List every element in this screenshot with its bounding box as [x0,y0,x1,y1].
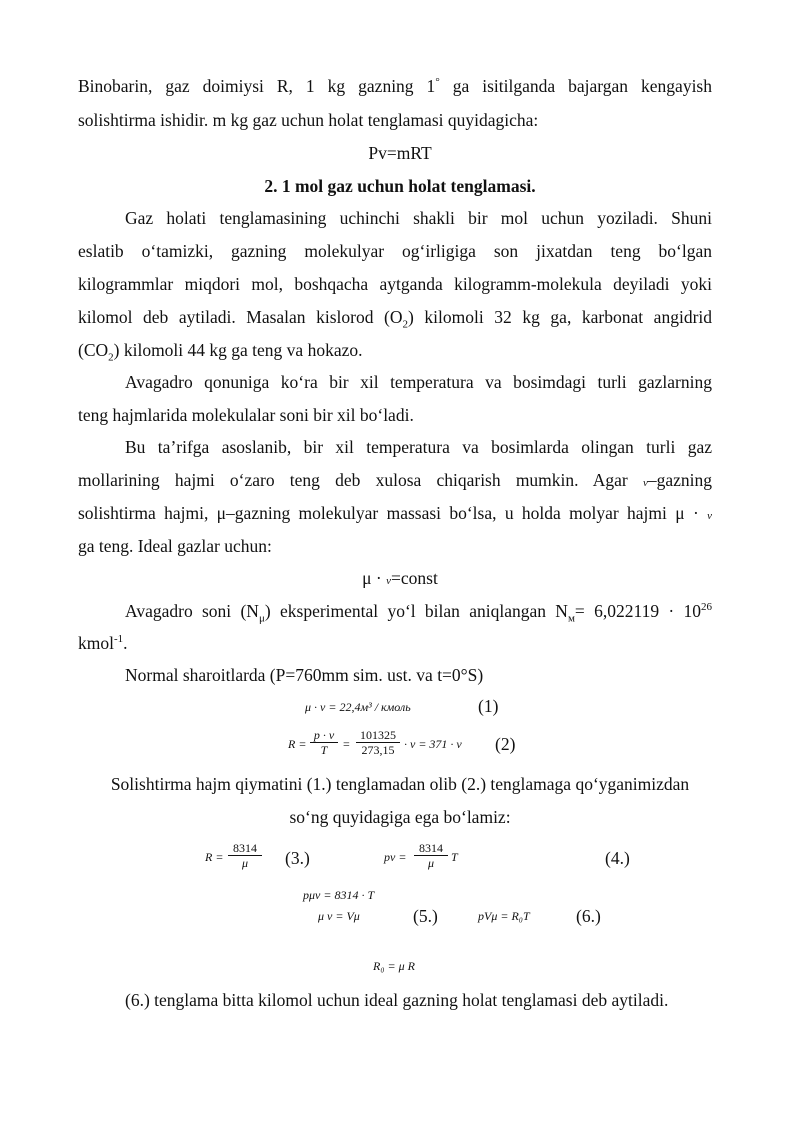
equation-3-frac: $\frac{8314}{\mu}$ [228,841,262,870]
paragraph-line: Normal sharoitlarda (P=760mm sim. ust. va t=0°S) [125,665,484,685]
paragraph-line: Binobarin, gaz doimiysi R, 1 kg gazning 1° ga isitilganda bajargan kengayish [78,76,712,96]
equation-pv-mrt: Pv=mRT [368,143,432,163]
paragraph-line: solishtirma ishidir. m kg gaz uchun holat tenglamasi quyidagicha: [78,110,539,130]
equation-2-rhs: · v = 371 · v [404,737,462,751]
equation-5-top: pμv = 8314 · T [303,888,375,902]
equation-1: μ · v = 22,4м³ / кмоль [305,700,411,714]
paragraph-line: $(CO_2)$ kilomoli 44 kg ga teng va hokazo. [78,340,363,364]
equation-3-label: (3.) [285,848,310,868]
paragraph-line: (6.) tenglama bitta kilomol uchun ideal gazning holat tenglamasi deb aytiladi. [125,990,669,1010]
equation-5-bottom: μ v = Vμ [318,909,360,923]
paragraph-line: Gaz holati tenglamasining uchinchi shakli bir mol uchun yoziladi. Shuni [125,208,712,228]
paragraph-line: eslatib o‘tamizki, gazning molekulyar og‘irligiga son jixatdan teng bo‘lgan [78,241,712,261]
paragraph-line: kilomol deb aytiladi. Masalan kislorod $(O_2)$ kilomoli 32 kg ga, karbonat angidrid [78,307,713,331]
equation-6-label: (6.) [576,906,601,926]
equation-4-label: (4.) [605,848,630,868]
equation-4-lhs: pv = [384,850,407,864]
equation-4-frac: $\frac{8314}{\mu}$ [414,841,448,870]
paragraph-line: ga teng. Ideal gazlar uchun: [78,536,272,556]
equation-2-label: (2) [495,734,516,754]
paragraph-line: so‘ng quyidagiga ega bo‘lamiz: [289,807,511,827]
paragraph-line: Avagadro soni $(N_\mu)$ eksperimental yo‘l bilan aniqlangan $N_м= 6,022119 \cdot 10^{26}$ [125,601,712,625]
equation-2-eq: = [343,737,350,751]
paragraph-line: mollarining hajmi o‘zaro teng deb xulosa chiqarish mumkin. Agar v–gazning [78,470,712,490]
paragraph-line: teng hajmlarida molekulalar soni bir xil bo‘ladi. [78,405,414,425]
paragraph-line: solishtirma hajmi, μ–gazning molekulyar massasi bo‘lsa, u holda molyar hajmi μ · v [78,503,712,523]
equation-3-lhs: R = [205,850,224,864]
equation-2-frac1: $\frac{p \cdot v}{T}$ [310,728,338,757]
paragraph-line: kmol$^{-1}$. [78,633,128,653]
equation-4-rhs: T [451,850,458,864]
equation-1-label: (1) [478,696,499,716]
equation-6: pVμ = R₀T [478,909,530,923]
paragraph-line: kilogrammlar miqdori mol, boshqacha aytganda kilogramm-molekula deyiladi yoki [78,274,712,294]
equation-2-frac2: $\frac{101325}{273,15}$ [356,728,400,757]
equation-r0: R₀ = μ R [373,959,415,973]
paragraph-line: Bu ta’rifga asoslanib, bir xil temperatura va bosimlarda olingan turli gaz [125,437,712,457]
equation-const: μ · v=const [362,568,438,588]
section-heading: 2. 1 mol gaz uchun holat tenglamasi. [264,176,536,196]
equation-2-lhs: R = [288,737,307,751]
equation-5-label: (5.) [413,906,438,926]
paragraph-line: Solishtirma hajm qiymatini (1.) tenglamadan olib (2.) tenglamaga qo‘yganimizdan [110,774,690,794]
paragraph-line: Avagadro qonuniga ko‘ra bir xil temperatura va bosimdagi turli gazlarning [125,372,712,392]
